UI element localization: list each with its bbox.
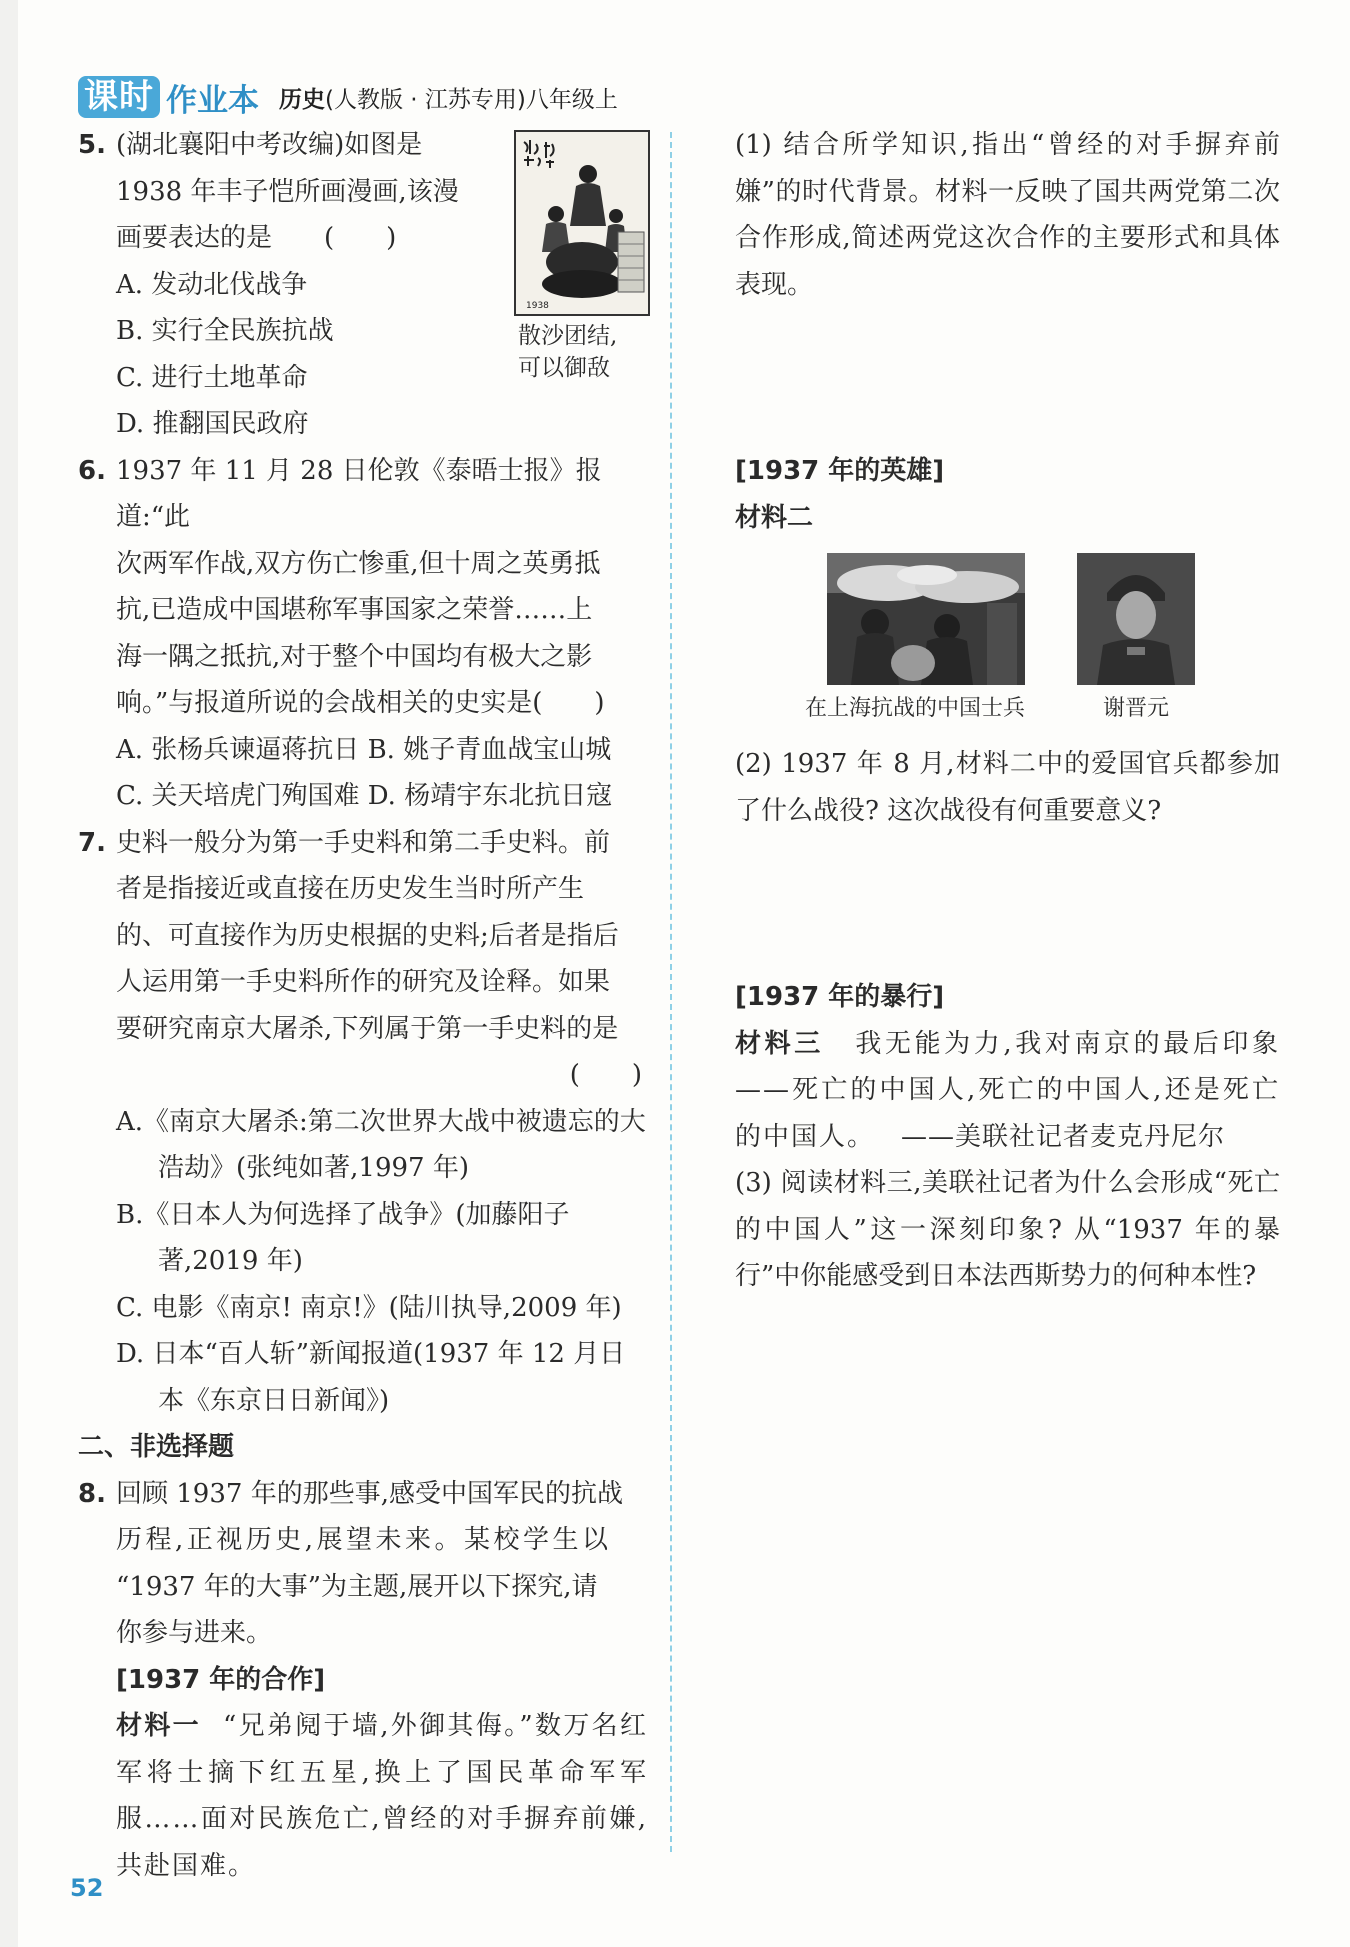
stem-line: 你参与进来。 <box>116 1618 273 1648</box>
photo-caption-xie: 谢晋元 <box>1103 696 1170 721</box>
cartoon-caption <box>518 320 658 384</box>
shanghai-soldiers-photo <box>827 553 1025 685</box>
cartoon-image <box>514 130 650 316</box>
question-8 <box>78 1471 648 1890</box>
stem-line: (湖北襄阳中考改编)如图是 <box>116 130 423 160</box>
material-3-label: 材料三 <box>735 1028 824 1059</box>
answer-space <box>735 308 1280 448</box>
option-c: C. 电影《南京! 南京!》(陆川执导,2009 年) <box>116 1292 622 1323</box>
question-number: 7. <box>78 827 106 858</box>
stem-line: 抗,已造成中国堪称军事国家之荣誉……上 <box>116 595 593 625</box>
logo-keshi: 课时 <box>78 76 160 118</box>
page-header <box>78 74 618 120</box>
material-3-source: ——美联社记者麦克丹尼尔 <box>901 1121 1226 1152</box>
question-7 <box>78 820 648 1425</box>
logo-zuoyeben: 作业本 <box>166 82 259 119</box>
stem-line: 1938 年丰子恺所画漫画,该漫 <box>116 176 459 207</box>
stem-line: 者是指接近或直接在历史发生当时所产生 <box>116 874 585 904</box>
sub-question-1: (1) 结合所学知识,指出“曾经的对手摒弃前嫌”的时代背景。材料一反映了国共两党第二次合作形成,简述两党这次合作的主要形式和具体表现。 <box>735 130 1280 300</box>
option-b: B.《日本人为何选择了战争》(加藤阳子著,2019 年) <box>116 1199 570 1276</box>
option-a: A. 发动北伐战争 <box>116 269 308 300</box>
material-1-label: 材料一 <box>116 1711 201 1741</box>
material-3-text: 我无能为力,我对南京的最后印象——死亡的中国人,死亡的中国人,还是死亡的中国人。 <box>735 1028 1280 1152</box>
question-number: 8. <box>78 1478 106 1509</box>
column-divider <box>670 132 672 1852</box>
answer-paren: ( ) <box>569 1060 642 1090</box>
caption-line: 可以御敌 <box>518 355 610 381</box>
option-d: D. 日本“百人斩”新闻报道(1937 年 12 月日本《东京日日新闻》) <box>116 1339 626 1416</box>
photo-caption-soldiers: 在上海抗战的中国士兵 <box>805 696 1026 721</box>
question-6-stem <box>78 448 648 727</box>
cartoon-year: 1938 <box>526 301 549 311</box>
sub-question-2: (2) 1937 年 8 月,材料二中的爱国官兵都参加了什么战役? 这次战役有何重要意义? <box>735 749 1280 826</box>
material-1 <box>116 1703 648 1889</box>
subject-title <box>279 81 618 114</box>
caption-line: 散沙团结, <box>518 323 618 349</box>
stem-line: “1937 年的大事”为主题,展开以下探究,请 <box>116 1571 598 1602</box>
subject-name: 历史 <box>279 86 325 113</box>
question-6 <box>78 448 648 820</box>
section-title: 二、非选择题 <box>78 1432 235 1462</box>
options-row-cd: C. 关天培虎门殉国难 D. 杨靖宇东北抗日寇 <box>116 781 613 811</box>
heroes-heading: [1937 年的英雄] <box>735 456 945 486</box>
left-column <box>78 122 648 1889</box>
page-number: 52 <box>70 1874 104 1902</box>
atrocity-heading: [1937 年的暴行] <box>735 982 945 1012</box>
question-5 <box>78 122 648 448</box>
sub-question-3: (3) 阅读材料三,美联社记者为什么会形成“死亡的中国人”这一深刻印象? 从“1937 年的暴行”中你能感受到日本法西斯势力的何种本性? <box>735 1168 1280 1291</box>
stem-line: 要研究南京大屠杀,下列属于第一手史料的是 <box>116 1013 619 1044</box>
stem-text: 画要表达的是 <box>116 223 273 253</box>
stem-line: 回顾 1937 年的那些事,感受中国军民的抗战 <box>116 1478 623 1509</box>
edition-label: (人教版 · 江苏专用)八年级上 <box>325 86 618 113</box>
material-1-text: “兄弟阋于墙,外御其侮。”数万名红军将士摘下红五星,换上了国民革命军军服……面对民族危亡,曾经的对手摒弃前嫌,共赴国难。 <box>116 1711 648 1881</box>
option-d: D. 推翻国民政府 <box>116 409 309 439</box>
xie-jinyuan-portrait <box>1077 553 1195 685</box>
material-3 <box>735 1021 1280 1161</box>
answer-space <box>735 834 1280 974</box>
right-column <box>735 122 1280 1300</box>
option-c: C. 进行土地革命 <box>116 362 308 393</box>
question-number: 6. <box>78 455 106 486</box>
stem-line: 响。”与报道所说的会战相关的史实是( ) <box>116 688 605 718</box>
cooperation-heading: [1937 年的合作] <box>116 1664 326 1695</box>
stem-line: 人运用第一手史料所作的研究及诠释。如果 <box>116 967 611 997</box>
page-edge <box>0 0 18 1947</box>
stem-line: 的、可直接作为历史根据的史料;后者是指后 <box>116 920 619 951</box>
question-7-stem <box>78 820 648 1099</box>
question-number: 5. <box>78 130 106 160</box>
material-2-label: 材料二 <box>735 502 814 533</box>
question-8-stem <box>78 1471 648 1890</box>
options-row-ab: A. 张杨兵谏逼蒋抗日 B. 姚子青血战宝山城 <box>116 734 612 765</box>
stem-line: 1937 年 11 月 28 日伦敦《泰晤士报》报道:“此 <box>116 455 602 532</box>
option-a: A.《南京大屠杀:第二次世界大战中被遗忘的大浩劫》(张纯如著,1997 年) <box>116 1106 646 1183</box>
stem-line: 次两军作战,双方伤亡惨重,但十周之英勇抵 <box>116 548 601 579</box>
book-logo <box>78 75 259 120</box>
option-b: B. 实行全民族抗战 <box>116 316 334 346</box>
stem-line: 历程,正视历史,展望未来。某校学生以 <box>116 1525 612 1555</box>
answer-paren: ( ) <box>324 223 397 253</box>
stem-line: 史料一般分为第一手史料和第二手史料。前 <box>116 827 611 858</box>
stem-line: 海一隅之抵抗,对于整个中国均有极大之影 <box>116 641 593 672</box>
cartoon-drawing <box>516 132 648 314</box>
material-2-photos <box>735 553 1280 741</box>
